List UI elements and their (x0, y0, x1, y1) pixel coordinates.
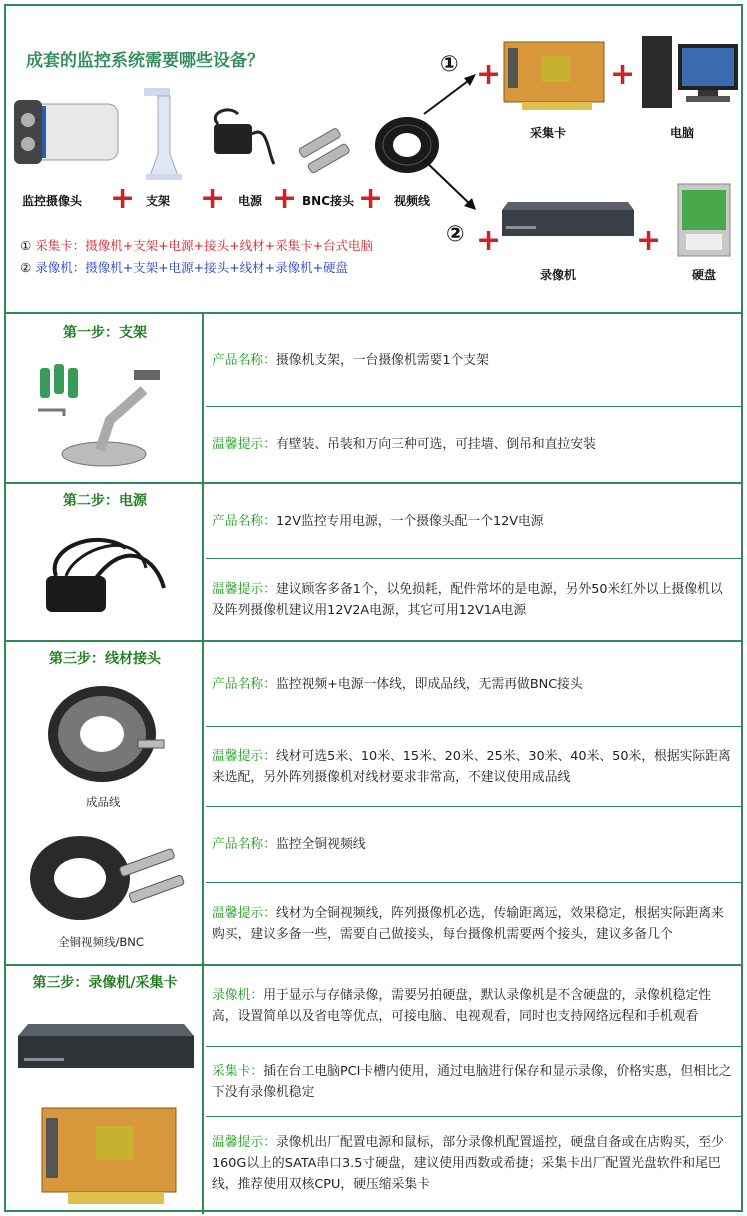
row-text: 监控视频+电源一体线，即成品线，无需再做BNC接头 (275, 676, 583, 692)
row-text: 用于显示与存储录像，需要另拍硬盘，默认录像机是不含硬盘的，录像机稳定性高，设置简单以及省电等优点，可接电脑、电视观看，同时也支持网络远程和手机观看 (212, 988, 712, 1024)
bnc-connector-icon (296, 124, 362, 174)
step1-tip (206, 406, 741, 482)
row-label: 产品名称： (212, 352, 276, 368)
step3-product-name-1 (206, 642, 741, 726)
row-label: 温馨提示： (212, 1135, 276, 1150)
plus-icon: + (476, 223, 502, 258)
power-adapter-icon (208, 104, 278, 174)
item-label-camera: 监控摄像头 (22, 194, 83, 208)
computer-label: 电脑 (670, 126, 695, 140)
row-label: 录像机： (212, 988, 264, 1003)
page-title: 成套的监控系统需要哪些设备？ (26, 51, 264, 71)
row-text: 线材可选5米、10米、15米、20米、25米、30米、40米、50米，根据实际距离来选配，另外阵列摄像机对线材要求非常高，不建议使用成品线 (212, 748, 731, 785)
step4-recorder (206, 966, 741, 1046)
recorder-label: 录像机 (540, 268, 577, 282)
step3-image-cell (6, 642, 204, 964)
formula-capture-card (20, 236, 373, 254)
option1-number: ① (440, 52, 459, 77)
step3-tip-2 (206, 882, 741, 964)
row-text: 12V监控专用电源，一个摄像头配一个12V电源 (275, 513, 544, 529)
camera-icon (12, 94, 124, 174)
option2-number: ② (446, 222, 465, 247)
row-text: 录像机出厂配置电源和鼠标，部分录像机配置遥控，硬盘自备或在店购买，至少160G以上的SATA串口3.5寸硬盘，建议使用西数或希捷；采集卡出厂配置光盘软件和尾巴线，推荐使用双核CPU，硬压缩采集卡 (212, 1135, 724, 1192)
plus-icon: + (610, 57, 636, 92)
formula-recorder (20, 258, 348, 276)
row-text: 有壁装、吊装和万向三种可选，可挂墙、倒吊和直拉安装 (275, 437, 596, 452)
row-text: 建议顾客多备1个，以免损耗，配件常坏的是电源，另外50米红外以上摄像机以及阵列摄像机建议用12V2A电源，其它可用12V1A电源 (212, 581, 723, 618)
bracket-icon (138, 84, 188, 184)
plus-icon: + (358, 181, 384, 216)
step2-image-cell (6, 484, 204, 640)
step4-tip (206, 1116, 741, 1210)
plus-icon: + (636, 223, 662, 258)
formula1-number: ① (20, 238, 32, 253)
step1-image-cell (6, 314, 204, 482)
row-text: 摄像机支架，一台摄像机需要1个支架 (275, 352, 489, 368)
step2-tip (206, 558, 741, 640)
power-supply-icon (36, 518, 176, 628)
copper-cable-bnc-icon (24, 826, 194, 926)
formula2-number: ② (20, 260, 32, 275)
recorder-icon (498, 196, 638, 244)
plus-icon: + (476, 57, 502, 92)
row-label: 采集卡： (212, 1063, 264, 1079)
step2-row (6, 484, 741, 642)
bracket-kit-icon (34, 350, 174, 470)
row-label: 产品名称： (212, 513, 276, 529)
row-label: 产品名称： (212, 837, 276, 852)
recorder-device-icon (14, 1018, 198, 1078)
row-text: 线材为全铜视频线，阵列摄像机必选，传输距离远，效果稳定，根据实际距离来购买，建议多备一些，需要自己做接头，每台摄像机需要两个接头，建议多备几个 (212, 905, 724, 942)
item-label-bnc: BNC接头 (302, 194, 354, 208)
row-label: 温馨提示： (212, 437, 276, 452)
row-label: 温馨提示： (212, 748, 276, 764)
page-frame (4, 4, 743, 1212)
step1-product-name (206, 314, 741, 406)
plus-icon: + (200, 181, 226, 216)
step2-product-name (206, 484, 741, 558)
finished-cable-caption: 成品线 (86, 795, 121, 809)
arrow-down-icon (420, 156, 480, 216)
step4-image-cell (6, 966, 204, 1214)
step4-capture-card (206, 1046, 741, 1116)
hard-disk-icon (676, 182, 732, 258)
step1-title: 第一步：支架 (63, 325, 147, 341)
step3-product-name-2 (206, 806, 741, 882)
step3-row (6, 642, 741, 966)
row-text: 插在台工电脑PCI卡槽内使用，通过电脑进行保存和显示录像，价格实惠，但相比之下没有录像机稳定 (212, 1063, 732, 1100)
row-label: 产品名称： (212, 676, 276, 692)
copper-cable-caption: 全铜视频线/BNC (58, 935, 144, 949)
item-label-power: 电源 (238, 194, 263, 208)
row-text: 监控全铜视频线 (275, 837, 366, 852)
step4-row (6, 966, 741, 1214)
computer-icon (640, 32, 742, 114)
item-label-cable: 视频线 (394, 194, 431, 208)
step4-title: 第三步：录像机/采集卡 (32, 975, 178, 991)
step3-title: 第三步：线材接头 (49, 651, 161, 667)
formula2-text: 录像机：摄像机+支架+电源+接头+线材+录像机+硬盘 (35, 260, 349, 275)
formula1-text: 采集卡：摄像机+支架+电源+接头+线材+采集卡+台式电脑 (35, 238, 374, 253)
plus-icon: + (110, 181, 136, 216)
capture-card-board-icon (32, 1102, 182, 1210)
row-label: 温馨提示： (212, 581, 276, 597)
step2-title: 第二步：电源 (63, 493, 147, 509)
step1-row (6, 314, 741, 484)
row-label: 温馨提示： (212, 905, 276, 921)
header-section (6, 6, 741, 314)
harddisk-label: 硬盘 (692, 268, 717, 282)
capture-card-label: 采集卡 (530, 126, 567, 140)
step3-tip-1 (206, 726, 741, 806)
capture-card-icon (502, 34, 606, 114)
item-label-bracket: 支架 (146, 194, 171, 208)
finished-cable-icon (42, 676, 172, 786)
plus-icon: + (272, 181, 298, 216)
